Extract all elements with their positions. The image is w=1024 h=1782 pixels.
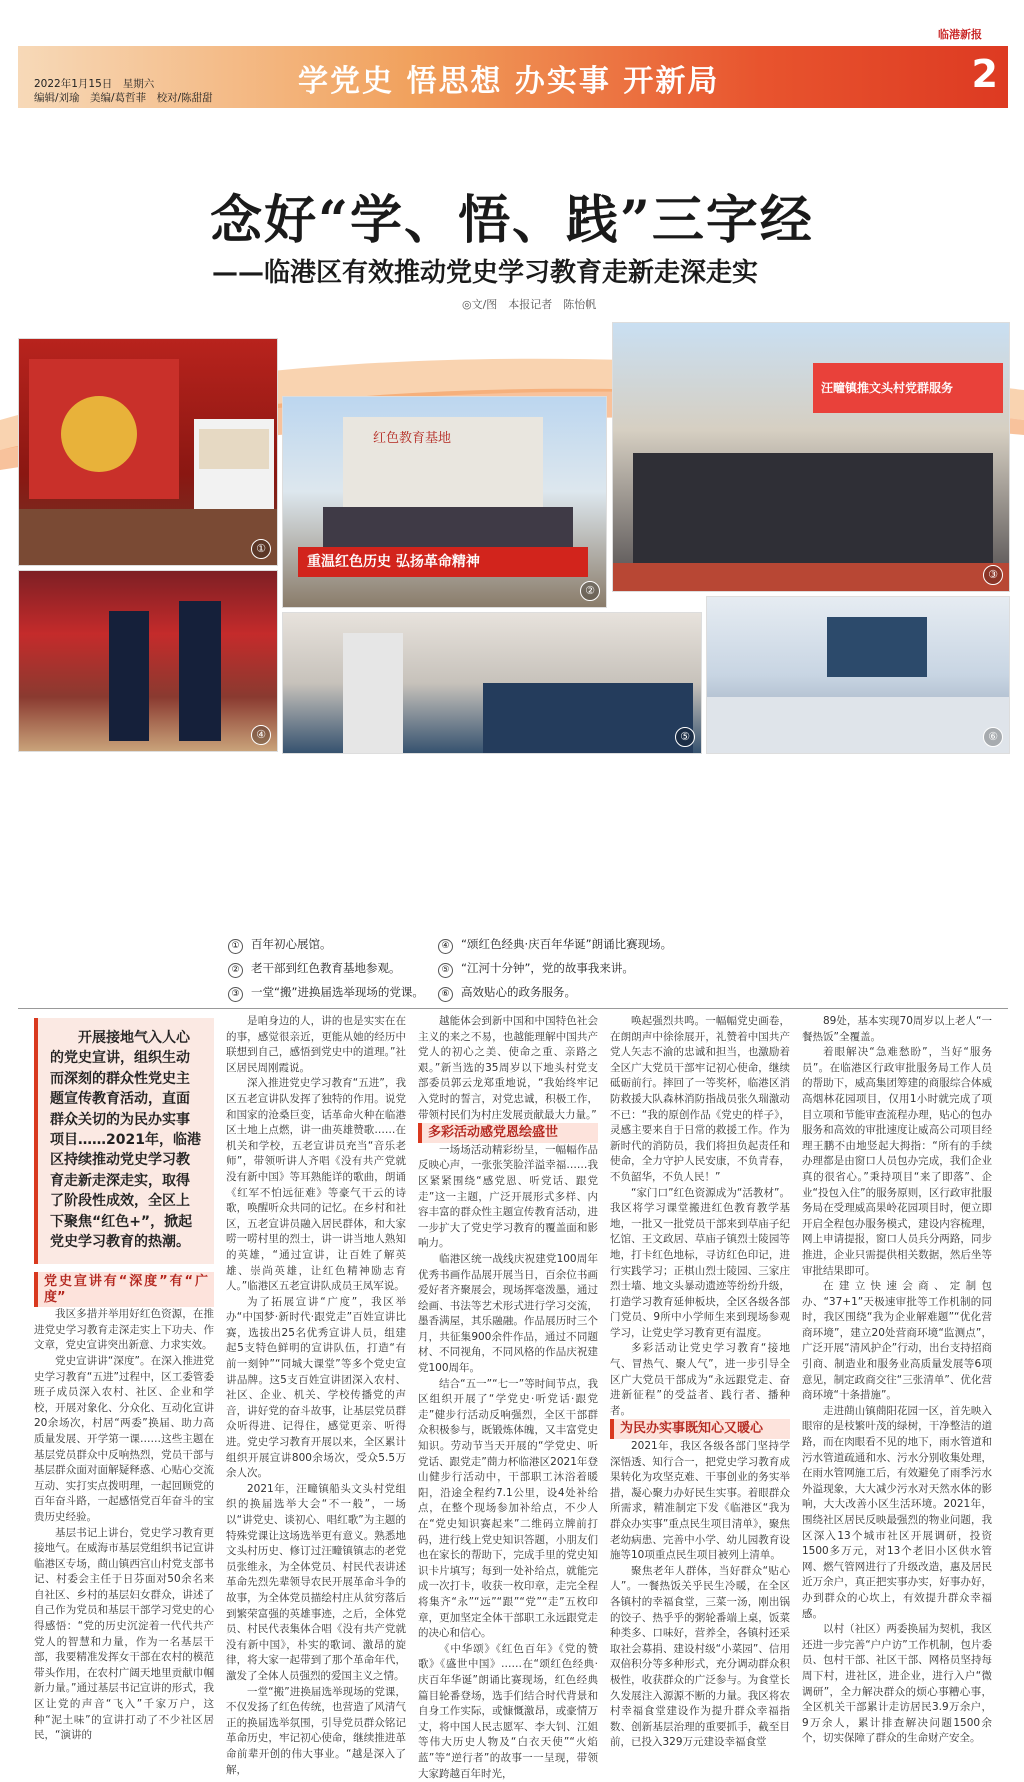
body-paragraph: “家门口”红色资源成为“活教材”。我区将学习课堂搬进红色教育教学基地，一批又一批党员干部来到草庙子纪忆馆、王文政居、草庙子镇烈士陵园等地，打卡红色地标，寻访红色印记，进行实践学习；正棋山烈士陵园、三家庄烈士墙、地文头暴动遗迹等纷纷升级，打造学习教育延伸板块，全区各级各部门党员、9所中小学师生来到现场参观学习，让党史学习教育更有温度。 [610, 1186, 790, 1339]
body-paragraph: 89处，基本实现70周岁以上老人“一餐热饭”全覆盖。 [802, 1015, 992, 1043]
section-divider [18, 1008, 1008, 1009]
column-3 [418, 1014, 598, 1782]
classroom-graphic [283, 613, 701, 753]
body-paragraph: 一场场活动精彩纷呈，一幅幅作品反映心声，一张张笑脸洋溢幸福……我区紧紧围绕“感党恩、听党话、跟党走”这一主题，广泛开展形式多样、内容丰富的群众性主题宣传教育活动，进一步扩大了党史学习教育的覆盖面和影响力。 [418, 1143, 598, 1250]
body-paragraph: 结合“五一”“七一”等时间节点，我区组织开展了“学党史·听党话·跟党走”健步行活动反响强烈，全区干部群众积极参与，既锻炼体魄，又丰富党史知识。劳动节当天开展的“学党史、听党话、跟党走”蔄力杯临港区2021年登山健步行活动中，干部职工沐浴着暖阳，沿途全程约7.1公里，设4处补给点，在整个现场参加补给点，不少人在“党史知识赛起来”二维码立牌前打码，进行线上党史知识答题，小朋友们也在家长的帮助下，完成手里的党史知识卡片填写；每到一处补给点，就能完成一次打卡，收获一枚印章，走完全程将集齐“永”“远”“跟”“党”“走”五枚印章，更加坚定全体干部职工永远跟党走的决心和信心。 [418, 1377, 598, 1640]
body-paragraph: 是咱身边的人，讲的也是实实在在的事，感觉很亲近，更能从她的经历中联想到自己，感悟到党史中的道理。”社区居民周刚霞说。 [226, 1015, 406, 1074]
body-paragraph: 为了拓展宣讲“广度”，我区举办“中国梦·新时代·跟党走”百姓宣讲比赛，选拔出25名优秀宣讲人员，组建起5支特色鲜明的宣讲队伍，打造“有前一刻钟”“同城大课堂”等多个党史宣讲品牌。这5支百姓宣讲团深入农村、社区、企业、机关、学校传播党的声音，讲好党的奋斗故事，让基层党员群众听得进、记得住，感觉更亲、听得进。党史学习教育开展以来，全区累计组织开展宣讲800余场次，受众5.5万余人次。 [226, 1295, 406, 1480]
body-paragraph: 多彩活动让党史学习教育“接地气、冒热气、聚人气”，进一步引导全区广大党员干部成为“永远跟党走、奋进新征程”的受益者、践行者、播种者。 [610, 1342, 790, 1417]
photo-veterans-visit [282, 396, 607, 608]
page-banner [18, 46, 1008, 108]
photo-number: ⑤ [675, 727, 695, 747]
photo-party-lesson [612, 322, 1010, 592]
body-paragraph: 以村（社区）两委换届为契机，我区还进一步完善“户户访”工作机制，包片委员、包村干部、社区干部、网格员坚持每周下村，进社区，进企业，进行入户“微调研”，全力解决群众的烦心事糟心事，全区机关干部累计走访居民3.9万余户，9万余人，累计排查解决问题1500余个，切实保障了群众的生命财产安全。 [802, 1623, 992, 1745]
body-paragraph: 聚焦老年人群体，当好群众“贴心人”。一餐热饭关乎民生冷暖，在全区各镇村的幸福食堂，三菜一汤，刚出锅的饺子、热乎乎的粥轮番端上桌，饭菜种类多、口味好，营养全，各镇村还采取社会募捐、建设村级“小菜园”、信用双倍积分等多种形式，充分调动群众积极性，收获群众的广泛参与。为食堂长久发展注入源源不断的力量。我区将农村幸福食堂建设作为提升群众幸福指数、创新基层治理的重要抓手，截至目前，已投入329万元建设幸福食堂 [610, 1564, 790, 1749]
column-5 [802, 1014, 992, 1747]
exhibition-wall-graphic [19, 339, 277, 565]
photo-number: ⑥ [983, 727, 1003, 747]
article-headline: 念好“学、悟、践”三字经 [210, 190, 814, 251]
masthead-logo: 临港新报 [938, 28, 982, 41]
body-paragraph: 2021年，我区各级各部门坚持学深悟透、知行合一，把党史学习教育成果转化为攻坚克难、干事创业的务实举措，凝心聚力办好民生实事。着眼群众所需求，精准制定下发《临港区“我为群众办实事”重点民生项目清单》，聚焦老幼病患、完善中小学、幼儿园教育设施等10项重点民生项目被列上清单。 [610, 1440, 790, 1562]
body-paragraph: 唤起强烈共鸣。一幅幅党史画卷，在朗朗声中徐徐展开，礼赞着中国共产党人矢志不渝的忠诚和担当，也激励着全区广大党员干部牢记初心使命，继续砥砺前行。摔回了一等奖杯，临港区消防救援大队森林消防指战员张久瑞激动不已：“我的原创作品《党史的样子》，灵感主要来自于日常的救援工作。作为新时代的消防员，我们将担负起责任和使命，全力守护人民安康，不负青春，不负韶华，不负人民！” [610, 1015, 790, 1183]
photo-number: ③ [983, 565, 1003, 585]
caption-item: ⑤ “江河十分钟”，党的故事我来讲。 [438, 956, 634, 980]
body-paragraph: 党史宣讲讲“深度”。在深入推进党史学习教育“五进”过程中，区工委管委班子成员深入农村、社区、企业和学校，开展对象化、分众化、互动化宣讲20余场次，村居“两委”换届、助力高质量发展、开学第一课……这些主题在基层党员群众中反响热烈，党员干部与基层群众面对面解疑释惑、心贴心交流互动、实打实点拨明理，一起回顾党的百年奋斗路，一起感悟党百年奋斗的宝贵历史经验。 [34, 1354, 214, 1523]
stage-graphic [19, 571, 277, 751]
meeting-scene-graphic [613, 323, 1009, 591]
column-1 [34, 1272, 214, 1744]
gate-sign: 红色教育基地 [373, 431, 452, 446]
caption-item: ⑥ 高效贴心的政务服务。 [438, 980, 576, 1004]
red-banner-text: 重温红色历史 弘扬革命精神 [307, 554, 480, 570]
issue-info [34, 77, 213, 105]
body-paragraph: 临港区统一战线庆祝建党100周年优秀书画作品展开展当日，百余位书画爱好者齐聚展会，现场挥毫泼墨，通过绘画、书法等艺术形式进行学习交流，墨香满屋，其乐融融。作品展历时三个月，共征集900余件作品，通过不同题材、不同视角，不同风格的作品庆祝建党100周年。 [418, 1252, 598, 1375]
photo-number: ④ [251, 725, 271, 745]
body-paragraph: 在建立快速会商、定制包办、“37+1”天极速审批等工作机制的同时，我区围绕“我为企业解难题”“优化营商环境”，建立20处营商环境“监测点”，广泛开展“清风护企”行动，出台支持招商引商、制造业和服务业高质量发展等6项意见，制定政商交往“三张清单”、优化营商环境“十条措施”。 [802, 1280, 992, 1402]
caption-item: ① 百年初心展馆。 [228, 932, 332, 956]
body-paragraph: 2021年，汪疃镇船头文头村党组织的换届选举大会“不一般”，一场以“讲党史、谈初心、唱红歌”为主题的特殊党课让这场选举更有意义。熟悉地文头村历史、修订过汪疃镇镇志的老党员张维永，为全体党员、村民代表讲述革命先烈先辈领导农民开展革命斗争的故事，为全体党员描绘村庄从贫穷落后到繁荣富强的英雄事迹，之后，全体党员、村民代表集体合唱《没有共产党就没有新中国》，朴实的歌词、激昂的旋律，将大家一起带到了那个革命年代，激发了全体人员强烈的爱国主义之情。 [226, 1482, 406, 1682]
section-heading-3: 为民办实事既知心又暖心 [610, 1419, 790, 1439]
service-center-banner: 汪疃镇推文头村党群服务 [821, 381, 954, 395]
photo-number: ② [580, 581, 600, 601]
page-number: 2 [971, 52, 998, 96]
caption-item: ④ “颂红色经典·庆百年华诞”朗诵比赛现场。 [438, 932, 672, 956]
issue-date: 2022年1月15日 星期六 [34, 78, 155, 90]
photo-storytelling [282, 612, 702, 754]
body-paragraph: 我区多措并举用好红色资源，在推进党史学习教育走深走实上下功夫、作文章，党史宣讲突出新意、力求实效。 [34, 1308, 214, 1352]
body-paragraph: 《中华颂》《红色百年》《党的赞歌》《盛世中国》……在“颂红色经典·庆百年华诞”朗诵比赛现场，红色经典篇目轮番登场，选手们结合时代背景和自身工作实际，或慷慨激昂，或豪情万丈，将中国人民志愿军、李大钊、江姐等伟大历史人物及“白衣天使”“火焰蓝”等“逆行者”的故事一一呈现，带领大家跨越百年时光， [418, 1642, 598, 1780]
body-paragraph: 着眼解决“急难愁盼”，当好“服务员”。在临港区行政审批服务局工作人员的帮助下，威高集团筹建的商服综合体威高烟林花园项目，仅用1小时就完成了项目立项和节能审查流程办理，贴心的包办服务和高效的审批速度让威高公司项目经理王鹏不由地竖起大拇指：“所有的手续办理都是由窗口人员包办完成，我们企业真的很省心。”秉持项目“来了即落”、企业“投包入住”的服务原则，区行政审批服务局在受理威高果岭花园项目时，便立即开启全程包办服务模式，建设内容梳理，网上申请提报，窗口人员兵分两路，同步推进，企业只需提供相关数据，然后坐等审批结果即可。 [802, 1046, 992, 1277]
section-heading-1: 党史宣讲有“深度”有“广度” [34, 1272, 214, 1307]
photo-government-service [706, 596, 1010, 754]
column-2 [226, 1014, 406, 1778]
lead-paragraph: 开展接地气入人心的党史宣讲，组织生动而深刻的群众性党史主题宣传教育活动，直面群众关切的为民办实事项目……2021年，临港区持续推动党史学习教育走新走深走实，取得了阶段性成效，全区上下聚焦“红色+”，掀起党史学习教育的热潮。 [34, 1018, 214, 1264]
service-counter-graphic [707, 597, 1009, 753]
caption-item: ③ 一堂“搬”进换届选举现场的党课。 [228, 980, 424, 1004]
article-byline: ◎文/图 本报记者 陈怡帆 [462, 298, 597, 311]
article-subheadline: ——临港区有效推动党史学习教育走新走深走实 [212, 258, 759, 288]
photo-exhibition-hall [18, 338, 278, 566]
photo-number: ① [251, 539, 271, 559]
editor-credits: 编辑/刘瑜 美编/葛哲菲 校对/陈甜甜 [34, 92, 213, 104]
photo-recitation-contest [18, 570, 278, 752]
body-paragraph: 走进蔄山镇蔄阳花园一区，首先映入眼帘的是枝繁叶茂的绿树，干净整洁的道路，而在肉眼看不见的地下，雨水管道和污水管道疏通和水、污水分别收集处理，在雨水管网施工后，有效避免了雨季污水外溢现象，大大减少污水对天然水体的影响，大大改善小区生活环境。2021年，围绕社区居民反映最强烈的物业问题，我区深入13个城市社区开展调研，投资1500多万元，对13个老旧小区供水管网、燃气管网进行了升级改造，惠及居民近万余户，真正把实事办实，好事办好，办到群众的心坎上，有效提升群众幸福感。 [802, 1404, 992, 1620]
section-heading-2: 多彩活动感党恩绘盛世 [418, 1123, 598, 1143]
column-4 [610, 1014, 790, 1751]
banner-slogan: 学党史 悟思想 办实事 开新局 [298, 64, 720, 99]
caption-item: ② 老干部到红色教育基地参观。 [228, 956, 401, 980]
body-paragraph: 基层书记上讲台，党史学习教育更接地气。在威海市基层党组织书记宣讲临港区专场，蔄山镇西宫山村党支部书记、村委会主任于日芬面对50余名来自社区、乡村的基层妇女群众，讲述了自己作为党员和基层干部学习党史的心得感悟：“党的历史沉淀着一代代共产党人的智慧和力量，作为一名基层干部，我要精准发挥女干部在农村的模范带头作用，在农村广阔天地里贡献巾帼新力量。”通过基层书记宣讲的形式，我区让党的声音“飞入”千家万户，这种“泥土味”的宣讲打动了不少社区居民，“演讲的 [34, 1526, 214, 1742]
body-paragraph: 深入推进党史学习教育“五进”，我区五老宣讲队发挥了独特的作用。说党和国家的沧桑巨变，话革命火种在临港区土地上点燃，讲一曲英雄赞歌……在机关和学校，五老宣讲员充当“音乐老师”，带领听讲人齐唱《没有共产党就没有新中国》等耳熟能详的歌曲，朗诵《红军不怕远征难》等豪气干云的诗歌，唤醒听众共同的记忆。在乡村和社区，五老宣讲员融入居民群体，和大家唠一唠村里的烈士，讲一讲当地人熟知的英雄，“通过宣讲，让百姓了解英雄、崇尚英雄，让红色精神励志育人。”临港区五老宣讲队成员王凤军说。 [226, 1077, 406, 1293]
body-paragraph: 越能体会到新中国和中国特色社会主义的来之不易，也越能理解中国共产党人的初心之美、使命之重、亲路之艰。”新当选的35周岁以下地头村党支部委员郭云龙郑重地说，“我始终牢记入党时的誓言，对党忠诚，积极工作，带领村民们为村庄发展贡献最大力量。” [418, 1015, 598, 1121]
body-paragraph: 一堂“搬”进换届选举现场的党课，不仅发扬了红色传统，也营造了风清气正的换届选举氛围，引导党员群众铭记革命历史，牢记初心使命，继续推进革命前辈开创的伟大事业。“越是深入了解， [226, 1685, 406, 1776]
